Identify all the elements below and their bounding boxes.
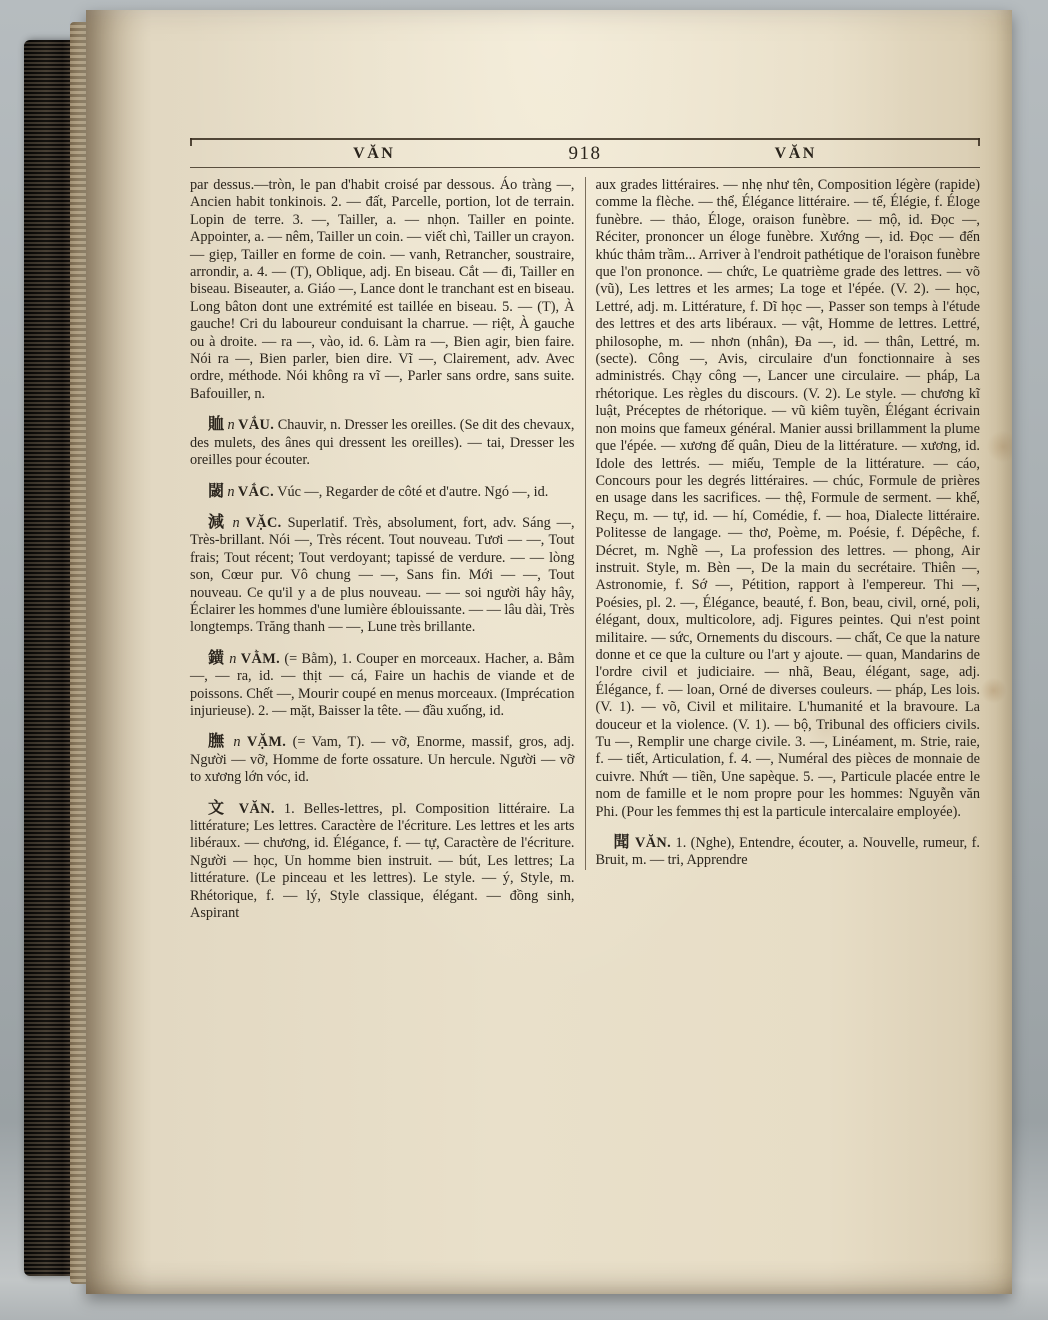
entry-text: (= Vam, T). — vỡ, Enorme, massif, gros, adj. Người — vỡ, Homme de forte ossature. Un hercule. Người — vỡ to xương lớn vóc, id. — [190, 734, 575, 786]
entry-grammar-mark: n — [227, 483, 235, 500]
dictionary-entry — [596, 833, 981, 870]
running-head — [190, 138, 980, 168]
page-number: 918 — [568, 142, 602, 164]
entry-text: (= Bằm), 1. Couper en morceaux. Hacher, a. Bằm —, — ra, id. — thịt — cá, Faire un hachis de viande et de poissons. Chết —, Mourir coupé en menus morceaux. (Imprécation injurieuse). 2. — mặt, Baisser la tête. — đầu xuống, id. — [190, 650, 575, 719]
dictionary-entry — [190, 799, 575, 923]
cjk-headword-glyph: 閾 — [208, 480, 225, 500]
page-content — [190, 10, 980, 922]
entry-text: aux grades littéraires. — nhẹ như tên, Composition légère (rapide) comme la flèche. — thể, Élégance littéraire. — tế, Élégie, f. Éloge funèbre. — thảo, Éloge, oraison funèbre. — mộ, id. Đọc —, Réciter, prononcer un éloge funèbre. Xướng —, id. Đọc — đến khúc thảm trầm... Arriver à l'endroit pathétique de l'oraison funèbre que l'on prononce. — chức, Le quatrième grade des lettres. — võ (vũ), Les lettres et les armes; La toge et l'épée. (V. 2). — học, Lettré, adj. m. Littérature, f. Dĩ học —, Passer son temps à l'étude des lettres et des arts libéraux. — vật, Homme de lettres. Lettré, philosophe, m. — nhơn (nhân), Đa —, id. — thân, Lettré, m. (secte). Công —, Avis, circulaire d'un fonctionnaire à ses administrés. Chạy công —, Lancer une circulaire. — pháp, La rhétorique. Les règles du discours. (V. 2). Le style. — chương kĩ luật, Préceptes de rhétorique. — vũ kiêm tuyền, Élégant écrivain non moins que fameux général. Manier aussi brillamment la plume que l'épée. — xương đế quân, Dieu de la littérature. — xương, id. Idole des lettrés. — miếu, Temple de la littérature. — cáo, Concours pour les degrés littéraires. — chúc, Formule de prières en usage dans les sacrifices. — thệ, Formule de serment. — khế, Reçu, m. — tự, id. — hí, Comédie, f. — hoa, Dialecte littéraire. Politesse de langage. — thơ, Poème, m. Poésie, f. Dépêche, f. Décret, m. Nghề —, La profession des lettres. — phong, Air instruit. Style, m. Bèn —, De la main du secrétaire. Thiên —, Astronomie, f. Sớ —, Pétition, rapport à l'empereur. Thi —, Poésies, pl. 2. —, Élégance, beauté, f. Bon, beau, civil, orné, poli, élégant, doux, multicolore, adj. Figures peintes. Qui n'est point militaire. — sức, Ornements du discours. — chất, Ce que la nature donne et ce que la culture ou l'art y ajoute. — quan, Mandarins de l'ordre civil et judiciaire. — nhã, Beau, élégant, sage, adj. Élégance, f. — loan, Orné de diverses couleurs. — pháp, Les lois. (V. 1). — võ, Civil et militaire. L'humanité et la bravoure. La douceur et la violence. (V. 1). — bộ, Tribunal des officiers civils. Tu —, Remplir une charge civile. 3. —, Linéament, m. Strie, raie, f. — tiết, Articulation, f. 4. —, Numéral des pièces de monnaie de cuivre. Nhứt — tiền, Une sapèque. 5. —, Particule placée entre le nom de famille et le nom propre pour les hommes: Nguyễn văn Phi. (Pour les femmes thị est la particule intercalaire employée). — [595, 177, 980, 820]
entry-headword: VẮU. — [238, 417, 275, 434]
entry-grammar-mark: n — [232, 514, 240, 531]
running-head-right: VĂN — [774, 144, 817, 162]
entry-headword: VẶC. — [245, 514, 282, 531]
dictionary-entry — [190, 649, 575, 721]
entry-headword: VẶM. — [246, 734, 287, 751]
entry-headword: VĂN. — [634, 835, 672, 852]
dictionary-entry — [190, 732, 575, 786]
cjk-headword-glyph: 文 — [208, 797, 230, 817]
dictionary-entry — [596, 177, 981, 821]
text-columns — [190, 168, 980, 922]
entry-headword: VĂN. — [238, 800, 275, 817]
entry-headword: VẮC. — [237, 483, 275, 500]
entry-text: 1. Belles-lettres, pl. Composition littéraire. La littérature; Les lettres. Caractère de l'écriture. Les lettres et les arts libéraux. — chương, id. Élégance, f. — tự, Caractère de l'écriture. Người — học, Un homme bien instruit. — bút, Les lettres; La littérature. (Le pinceau et les lettres). Le style. — ý, Style, m. Rhétorique, f. — lý, Style classique, élégant. — đồng sinh, Aspirant — [190, 800, 575, 922]
cjk-headword-glyph: 鐄 — [208, 647, 225, 667]
dictionary-entry — [190, 177, 575, 403]
dictionary-page — [86, 10, 1012, 1294]
dictionary-entry — [190, 415, 575, 469]
entry-text: Vúc —, Regarder de côté et d'autre. Ngó —, id. — [277, 483, 549, 500]
entry-grammar-mark: n — [233, 734, 241, 751]
left-column — [190, 177, 585, 922]
running-head-left: VĂN — [353, 144, 396, 162]
entry-grammar-mark: n — [229, 650, 237, 667]
cjk-headword-glyph: 賉 — [208, 414, 225, 434]
entry-text: par dessus.—tròn, le pan d'habit croisé par dessous. Áo tràng —, Ancien habit tonkinois. 2. — đất, Parcelle, portion, lot de terrain. Lopin de terre. 3. —, Tailler, a. — nhọn. Tailler en pointe. Appointer, a. — nêm, Tailler un coin. — viết chì, Tailler un crayon. — giẹp, Tailler en forme de coin. — vanh, Retrancher, soustraire, arrondir, a. 4. — (T), Oblique, adj. En biseau. Cắt — đi, Tailler en biseau. Biseauter, a. Giáo —, Lance dont le tranchant est en biseau. Long bâton dont une extrémité est taillée en biseau. 5. — (T), À gauche! Cri du laboureur conduisant la charrue. — riệt, À gauche ou à droite. — ra —, vào, id. 6. Làm ra —, Bien agir, bien faire. Nói ra —, Bien parler, bien dire. Vĩ —, Clairement, adv. Avec ordre, méthode. Nói không ra vĩ —, Parler sans ordre, sans suite. Bafouiller, n. — [190, 177, 575, 402]
dictionary-entry — [190, 513, 575, 637]
entry-text: Superlatif. Très, absolument, fort, adv. Sáng —, Très-brillant. Nói —, Très récent. Tout nouveau. Tươi — —, Tout frais; Tout récent; Tout verdoyant; tapissé de verdure. — — lòng son, Cœur pur. Vô chung — —, Sans fin. Mới — —, Tout nouveau. Ce qu'il y a de plus nouveau. — — soi người hây hây, Éclairer les hommes d'une lumière éblouissante. — — lâu dài, Très longtemps. Trăng thanh — —, Lune très brillante. — [190, 514, 575, 636]
entry-headword: VẰM. — [240, 650, 281, 667]
entry-grammar-mark: n — [227, 417, 235, 434]
entry-text: Chauvir, n. Dresser les oreilles. (Se dit des chevaux, des mulets, des ânes qui dressent les oreilles). — tai, Dresser les oreilles pour écouter. — [190, 417, 575, 469]
cjk-headword-glyph: 聞 — [613, 832, 631, 852]
cjk-headword-glyph: 膴 — [208, 731, 228, 751]
dictionary-entry — [190, 482, 575, 501]
cjk-headword-glyph: 減 — [208, 511, 227, 531]
entry-text: 1. (Nghe), Entendre, écouter, a. Nouvelle, rumeur, f. Bruit, m. — tri, Apprendre — [595, 835, 980, 869]
right-column — [585, 177, 981, 870]
